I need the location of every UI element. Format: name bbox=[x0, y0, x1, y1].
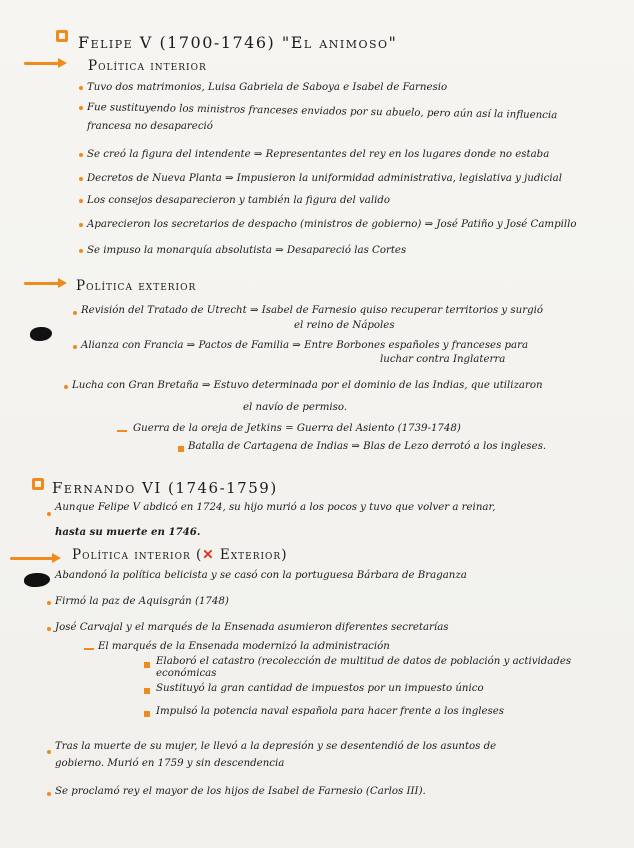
note-line: Se proclamó rey el mayor de los hijos de Isabel de Farnesio (Carlos III). bbox=[55, 786, 426, 797]
heading-felipe-interior: Política interior bbox=[88, 58, 207, 74]
arrow-icon bbox=[24, 62, 64, 65]
heading-fernando-exterior: Exterior) bbox=[219, 547, 288, 563]
note-line: Tuvo dos matrimonios, Luisa Gabriela de Saboya e Isabel de Farnesio bbox=[87, 82, 448, 93]
note-line: el navío de permiso. bbox=[243, 402, 348, 413]
note-line: Sustituyó la gran cantidad de impuestos por un impuesto único bbox=[156, 683, 484, 694]
note-line: Revisión del Tratado de Utrecht ⇒ Isabel de Farnesio quiso recuperar territorios y surgió bbox=[81, 305, 543, 316]
heading-felipe-exterior: Política exterior bbox=[76, 278, 197, 294]
note-line: Alianza con Francia ⇒ Pactos de Familia ⇒ Entre Borbones españoles y franceses para bbox=[81, 340, 529, 351]
bullet-icon bbox=[64, 385, 68, 389]
note-line: Guerra de la oreja de Jetkins = Guerra del Asiento (1739-1748) bbox=[133, 423, 461, 434]
arrow-icon bbox=[24, 282, 64, 285]
ink-blot bbox=[24, 573, 50, 587]
dash-icon bbox=[84, 648, 94, 650]
note-line: Batalla de Cartagena de Indias ⇒ Blas de Lezo derrotó a los ingleses. bbox=[188, 441, 547, 452]
bullet-icon bbox=[47, 627, 51, 631]
bullet-icon bbox=[47, 792, 51, 796]
note-line: Elaboró el catastro (recolección de multitud de datos de población y actividades bbox=[156, 656, 572, 667]
bullet-icon bbox=[79, 177, 83, 181]
note-line: el reino de Nápoles bbox=[294, 320, 395, 331]
square-bullet-icon bbox=[144, 711, 150, 717]
cross-mark: ✕ bbox=[202, 547, 215, 563]
title-fernando: Fernando VI (1746-1759) bbox=[52, 479, 278, 497]
bullet-icon bbox=[73, 311, 77, 315]
square-bullet-icon bbox=[178, 446, 184, 452]
note-line: Fue sustituyendo los ministros franceses enviados por su abuelo, pero aún así la influencia bbox=[86, 102, 558, 122]
note-line: Se creó la figura del intendente ⇒ Representantes del rey en los lugares donde no estaba bbox=[87, 149, 550, 160]
note-line: Aunque Felipe V abdicó en 1724, su hijo murió a los pocos y tuvo que volver a reinar, bbox=[55, 502, 496, 513]
bullet-icon bbox=[47, 512, 51, 516]
ink-blot bbox=[30, 327, 52, 341]
note-line: Lucha con Gran Bretaña ⇒ Estuvo determinada por el dominio de las Indias, que utilizaron bbox=[72, 380, 543, 391]
heading-fernando-politica: Política interior (✕ Exterior) bbox=[72, 547, 288, 563]
note-line: Abandonó la política belicista y se casó con la portuguesa Bárbara de Braganza bbox=[55, 570, 467, 581]
note-line: Aparecieron los secretarios de despacho (ministros de gobierno) ⇒ José Patiño y José Campillo bbox=[87, 219, 577, 230]
bullet-icon bbox=[79, 223, 83, 227]
note-line: Impulsó la potencia naval española para hacer frente a los ingleses bbox=[156, 706, 505, 717]
bullet-icon bbox=[79, 153, 83, 157]
bullet-icon bbox=[79, 106, 83, 110]
title-felipe: Felipe V (1700-1746) "El animoso" bbox=[78, 33, 398, 52]
arrow-icon bbox=[10, 557, 58, 560]
note-line: Se impuso la monarquía absolutista ⇒ Desapareció las Cortes bbox=[87, 245, 407, 256]
bullet-icon bbox=[79, 249, 83, 253]
note-line: El marqués de la Ensenada modernizó la administración bbox=[98, 641, 390, 652]
note-line: gobierno. Murió en 1759 y sin descendencia bbox=[55, 758, 285, 769]
bullet-icon bbox=[79, 86, 83, 90]
bullet-icon bbox=[47, 750, 51, 754]
note-line: Firmó la paz de Aquisgrán (1748) bbox=[55, 596, 229, 607]
title-checkbox-fernando bbox=[32, 478, 44, 490]
note-line: Decretos de Nueva Planta ⇒ Impusieron la uniformidad administrativa, legislativa y judicial bbox=[87, 173, 562, 184]
note-line: Tras la muerte de su mujer, le llevó a la depresión y se desentendió de los asuntos de bbox=[55, 741, 497, 752]
note-line: José Carvajal y el marqués de la Ensenada asumieron diferentes secretarías bbox=[55, 622, 449, 633]
note-line: económicas bbox=[156, 668, 217, 679]
note-line: luchar contra Inglaterra bbox=[380, 354, 506, 365]
square-bullet-icon bbox=[144, 688, 150, 694]
note-line: francesa no desapareció bbox=[87, 121, 213, 132]
note-line: hasta su muerte en 1746. bbox=[55, 526, 201, 538]
dash-icon bbox=[117, 430, 127, 432]
bullet-icon bbox=[47, 601, 51, 605]
title-checkbox-felipe bbox=[56, 30, 68, 42]
bullet-icon bbox=[79, 199, 83, 203]
heading-fernando-interior: Política interior bbox=[72, 547, 191, 563]
square-bullet-icon bbox=[144, 662, 150, 668]
note-line: Los consejos desaparecieron y también la figura del valido bbox=[87, 195, 391, 206]
bullet-icon bbox=[73, 345, 77, 349]
